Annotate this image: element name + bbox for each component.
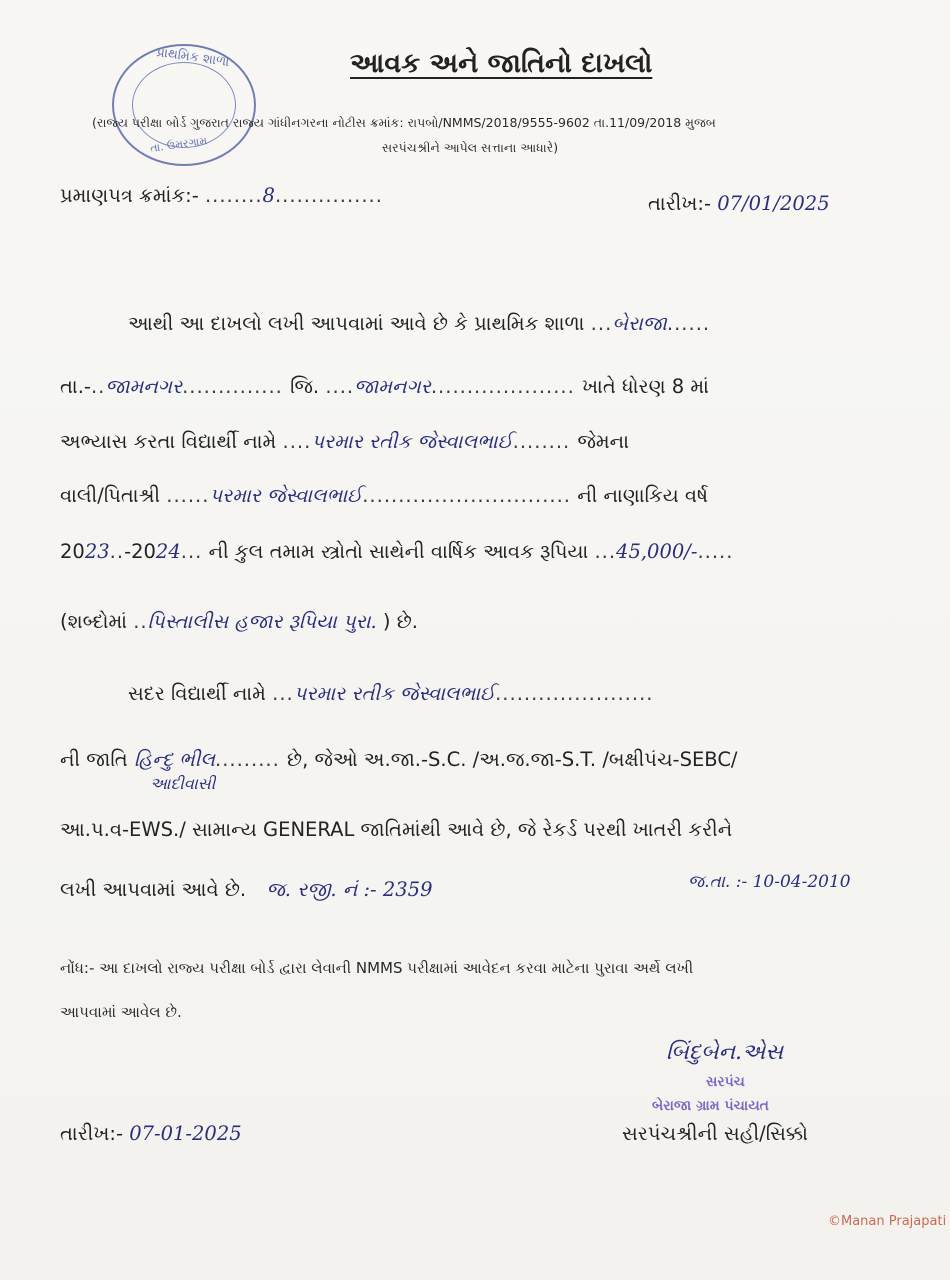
sarpanch-stamp-line2: બેરાજા ગ્રામ પંચાયત [652, 1098, 769, 1114]
parent-label: વાલી/પિતાશ્રી [60, 484, 161, 507]
taluka-value: જામનગર [105, 375, 183, 398]
certificate-number-label: પ્રમાણપત્ર ક્રમાંક:- [60, 184, 199, 207]
fin-year-label: ની નાણાકિય વર્ષ [577, 484, 708, 507]
body-line-2: તા.-..જામનગર.............. જિ. ....જામનગર.................... ખાતે ધોરણ 8 માં [60, 375, 709, 398]
document-subtitle [92, 110, 942, 160]
year-start-prefix: 20 [60, 540, 85, 563]
student-name: પરમાર રતીક જેસ્વાલભાઈ [311, 430, 513, 453]
caste-subtext: આદીવાસી [150, 774, 216, 793]
stamp-bottom-text: તા. ઉમરગામ [149, 134, 208, 155]
student2-name: પરમાર રતીક જેસ્વાલભાઈ [293, 682, 496, 705]
taluka-label: તા.- [60, 375, 91, 398]
certificate-number-value: 8 [262, 184, 275, 207]
footer-date-label: તારીખ:- [60, 1122, 123, 1145]
sarpanch-signature: બિંદુબેન.એસ [666, 1040, 784, 1065]
year-start-hand: 23 [84, 540, 110, 563]
words-suffix: ) છે. [382, 610, 419, 633]
body-line-7: સદર વિદ્યાર્થી નામે ...પરમાર રતીક જેસ્વાલભાઈ...................... [128, 682, 654, 705]
year-end-hand: 24 [155, 540, 181, 563]
body-line-5: 2023..-2024... ની કુલ તમામ સ્ત્રોતો સાથેની વાર્ષિક આવક રૂપિયા ...45,000/-..... [60, 540, 734, 563]
amount-in-words: પિસ્તાલીસ હજાર રૂપિયા પુરા. [147, 610, 377, 633]
income-value: 45,000/- [616, 540, 698, 563]
words-label: (શબ્દોમાં [60, 610, 128, 633]
last-line-text: લખી આપવામાં આવે છે. [60, 878, 247, 901]
sarpanch-sign-label: સરપંચશ્રીની સહી/સિક્કો [622, 1122, 808, 1145]
sarpanch-stamp-line1: સરપંચ [706, 1074, 745, 1090]
birth-date: જ.તા. :- 10-04-2010 [688, 872, 851, 892]
school-name: બેરાજા [612, 312, 667, 335]
subtitle-line1: (રાજ્ય પરીક્ષા બોર્ડ ગુજરાત રાજ્ય ગાંધીનગરના નોટીસ ક્રમાંક: રાપબો/NMMS/2018/9555-9602 તા.11/09/2018 મુજબ [92, 115, 716, 130]
student2-label: સદર વિદ્યાર્થી નામે [128, 682, 266, 705]
standard-text: ખાતે ધોરણ 8 માં [582, 375, 709, 398]
body-line-9 [60, 818, 732, 841]
document-title: આવક અને જાતિનો દાખલો [350, 48, 653, 79]
body-line-3: અભ્યાસ કરતા વિદ્યાર્થી નામે ....પરમાર રતીક જેસ્વાલભાઈ........ જેમના [60, 430, 629, 453]
caste-value: હિન્દુ ભીલ [133, 748, 216, 771]
year-end-prefix: -20 [124, 540, 156, 563]
footer-date-row [60, 1122, 242, 1145]
body-line-1: આથી આ દાખલો લખી આપવામાં આવે છે કે પ્રાથમિક શાળા ...બેરાજા...... [128, 312, 711, 335]
body-line-4: વાલી/પિતાશ્રી ......પરમાર જેસ્વાલભાઈ............................. ની નાણાકિય વર્ષ [60, 484, 708, 507]
note-line1: નોંધ:- આ દાખલો રાજ્ય પરીક્ષા બોર્ડ દ્વારા લેવાની NMMS પરીક્ષામાં આવેદન કરવા માટેના પુરાવા અર્થે લખી [60, 959, 694, 977]
certificate-date-value: 07/01/2025 [717, 192, 830, 215]
certificate-date-label: તારીખ:- [648, 192, 711, 215]
jemna-text: જેમના [577, 430, 629, 453]
district-label: જિ. [290, 375, 320, 398]
note-block [60, 946, 920, 1034]
registration-number: જ. રજી. નં :- 2359 [266, 878, 433, 901]
district-value: જામનગર [354, 375, 431, 398]
body-line-8: ની જાતિ હિન્દુ ભીલ......... છે, જેઓ અ.જા.-S.C. /અ.જ.જા-S.T. /બક્ષીપંચ-SEBC/ [60, 748, 738, 771]
subtitle-line2: સરપંચશ્રીને આપેલ સત્તાના આધારે) [382, 140, 559, 155]
student-label: અભ્યાસ કરતા વિદ્યાર્થી નામે [60, 430, 277, 453]
body-line-10 [60, 878, 432, 901]
body-line1-text: આથી આ દાખલો લખી આપવામાં આવે છે કે પ્રાથમિક શાળા [128, 312, 585, 335]
caste-category-text: છે, જેઓ અ.જા.-S.C. /અ.જ.જા-S.T. /બક્ષીપંચ-SEBC/ [287, 748, 738, 771]
certificate-date-row [648, 192, 830, 215]
note-line2: આપવામાં આવેલ છે. [60, 1003, 182, 1021]
watermark: ©Manan Prajapati [828, 1214, 947, 1229]
income-text: ની કુલ તમામ સ્ત્રોતો સાથેની વાર્ષિક આવક રૂપિયા [208, 540, 589, 563]
footer-date-value: 07-01-2025 [129, 1122, 242, 1145]
caste-label: ની જાતિ [60, 748, 128, 771]
ews-text: આ.પ.વ-EWS./ સામાન્ય GENERAL જાતિમાંથી આવે છે, જે રેકર્ડ પરથી ખાતરી કરીને [60, 818, 733, 841]
body-line-6: (શબ્દોમાં ..પિસ્તાલીસ હજાર રૂપિયા પુરા. ) છે. [60, 610, 419, 633]
certificate-number-row: પ્રમાણપત્ર ક્રમાંક:- ........8............... [60, 184, 383, 207]
stamp-top-text: પ્રાથમિક શાળા [155, 44, 231, 71]
parent-name: પરમાર જેસ્વાલભાઈ [209, 484, 363, 507]
